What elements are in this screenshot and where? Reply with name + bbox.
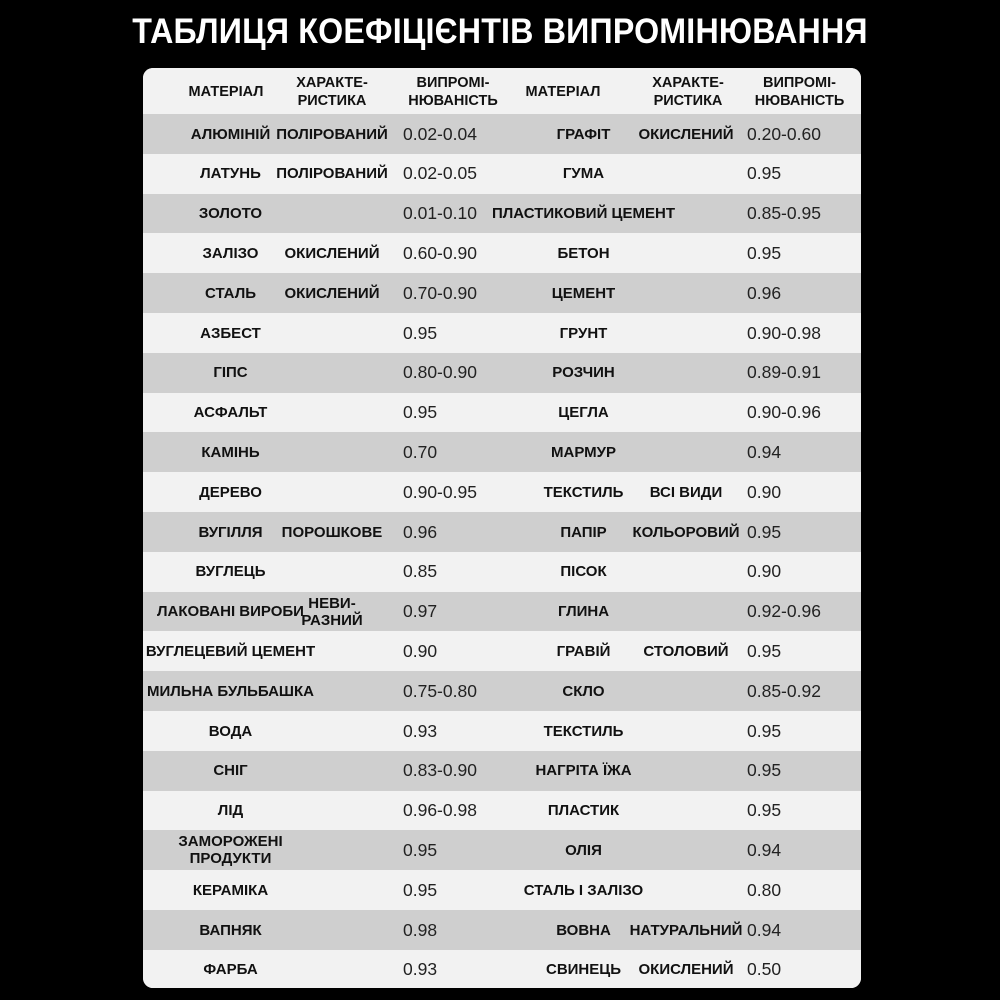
emissivity-cell-left: 0.70 <box>403 441 438 462</box>
material-cell-right: ПІСОК <box>560 563 607 581</box>
emissivity-cell-right: 0.50 <box>747 959 782 980</box>
material-cell-right: ГРУНТ <box>559 324 608 342</box>
emissivity-cell-left: 0.98 <box>403 919 438 940</box>
material-cell-left: ФАРБА <box>203 961 258 979</box>
characteristic-cell-right <box>621 711 751 751</box>
characteristic-cell-right <box>621 791 751 831</box>
material-cell-right: ЦЕГЛА <box>558 404 609 422</box>
characteristic-cell-right: НАТУРАЛЬНИЙ <box>629 921 743 939</box>
material-cell-left: СТАЛЬ <box>205 284 256 302</box>
characteristic-cell-left <box>277 830 387 870</box>
material-cell-left: ЛІД <box>217 802 244 820</box>
characteristic-cell-left: ОКИСЛЕНИЙ <box>284 244 380 262</box>
material-cell-right: ПАПІР <box>560 523 607 541</box>
table-row <box>143 950 861 988</box>
characteristic-cell-left <box>277 432 387 472</box>
characteristic-cell-right <box>621 671 751 711</box>
material-cell-left: ЗАМОРОЖЕНІ ПРОДУКТИ <box>178 833 283 868</box>
characteristic-cell-left <box>277 751 387 791</box>
material-cell-right: ПЛАСТИК <box>547 802 620 820</box>
table-row <box>143 592 861 632</box>
characteristic-cell-right <box>621 592 751 632</box>
material-cell-left: ЛАТУНЬ <box>200 165 261 183</box>
table-row <box>143 512 861 552</box>
header-characteristic-right: ХАРАКТЕ- РИСТИКА <box>652 75 724 109</box>
emissivity-cell-right: 0.95 <box>747 521 782 542</box>
material-cell-left: АЗБЕСТ <box>200 324 261 342</box>
material-cell-left: ЗАЛІЗО <box>202 244 259 262</box>
emissivity-cell-left: 0.60-0.90 <box>403 242 477 263</box>
table-row <box>143 313 861 353</box>
emissivity-cell-right: 0.89-0.91 <box>747 362 821 383</box>
material-cell-left: МИЛЬНА БУЛЬБАШКА <box>147 682 314 700</box>
characteristic-cell-left <box>277 353 387 393</box>
emissivity-cell-right: 0.92-0.96 <box>747 601 821 622</box>
emissivity-cell-right: 0.85-0.95 <box>747 203 821 224</box>
characteristic-cell-left <box>277 393 387 433</box>
header-emissivity-left: ВИПРОМІ- НЮВАНІСТЬ <box>408 75 498 109</box>
material-cell-left: КЕРАМІКА <box>192 881 269 899</box>
characteristic-cell-right <box>621 751 751 791</box>
characteristic-cell-right <box>621 552 751 592</box>
material-cell-right: ТЕКСТИЛЬ <box>543 722 624 740</box>
header-material-right: МАТЕРІАЛ <box>525 84 601 100</box>
emissivity-cell-left: 0.95 <box>403 879 438 900</box>
material-cell-right: ЦЕМЕНТ <box>551 284 616 302</box>
characteristic-cell-right <box>621 194 751 234</box>
material-cell-right: НАГРІТА ЇЖА <box>535 762 632 780</box>
emissivity-cell-right: 0.85-0.92 <box>747 680 821 701</box>
table-row <box>143 870 861 910</box>
material-cell-right: ТЕКСТИЛЬ <box>543 483 624 501</box>
characteristic-cell-left <box>277 313 387 353</box>
material-cell-right: ГУМА <box>562 165 605 183</box>
characteristic-cell-right <box>621 313 751 353</box>
emissivity-cell-right: 0.95 <box>747 163 782 184</box>
characteristic-cell-left <box>277 194 387 234</box>
material-cell-left: ВУГІЛЛЯ <box>198 523 263 541</box>
emissivity-cell-right: 0.90 <box>747 561 782 582</box>
emissivity-cell-left: 0.95 <box>403 839 438 860</box>
table-row <box>143 552 861 592</box>
characteristic-cell-left: ПОРОШКОВЕ <box>281 523 383 541</box>
emissivity-cell-right: 0.95 <box>747 760 782 781</box>
emissivity-cell-right: 0.96 <box>747 282 782 303</box>
material-cell-left: ДЕРЕВО <box>199 483 262 501</box>
table-row <box>143 830 861 870</box>
emissivity-cell-left: 0.85 <box>403 561 438 582</box>
table-header <box>143 68 861 114</box>
characteristic-cell-right <box>621 233 751 273</box>
characteristic-cell-right: ОКИСЛЕНИЙ <box>638 961 734 979</box>
emissivity-cell-left: 0.90-0.95 <box>403 481 477 502</box>
characteristic-cell-left: НЕВИ- РАЗНИЙ <box>301 594 363 629</box>
characteristic-cell-right <box>621 830 751 870</box>
material-cell-right: СВИНЕЦЬ <box>545 961 622 979</box>
material-cell-right: СТАЛЬ І ЗАЛІЗО <box>523 881 644 899</box>
table-row <box>143 631 861 671</box>
emissivity-cell-left: 0.80-0.90 <box>403 362 477 383</box>
characteristic-cell-right: ВСІ ВИДИ <box>649 483 723 501</box>
material-cell-left: КАМІНЬ <box>201 443 260 461</box>
emissivity-cell-left: 0.90 <box>403 640 438 661</box>
table-row <box>143 114 861 154</box>
page-title: ТАБЛИЦЯ КОЕФІЦІЄНТІВ ВИПРОМІНЮВАННЯ <box>132 12 868 51</box>
material-cell-right: БЕТОН <box>557 244 610 262</box>
material-cell-left: АЛЮМІНІЙ <box>190 125 271 143</box>
material-cell-right: ВОВНА <box>556 921 611 939</box>
emissivity-cell-right: 0.94 <box>747 839 782 860</box>
material-cell-left: ЗОЛОТО <box>198 205 263 223</box>
emissivity-cell-left: 0.01-0.10 <box>403 203 477 224</box>
characteristic-cell-right <box>621 154 751 194</box>
characteristic-cell-right <box>621 432 751 472</box>
characteristic-cell-left <box>277 950 387 988</box>
characteristic-cell-right: ОКИСЛЕНИЙ <box>638 125 734 143</box>
material-cell-right: ПЛАСТИКОВИЙ ЦЕМЕНТ <box>491 205 675 223</box>
material-cell-right: РОЗЧИН <box>552 364 615 382</box>
characteristic-cell-left <box>277 870 387 910</box>
material-cell-right: МАРМУР <box>551 443 616 461</box>
material-cell-left: ВАПНЯК <box>199 921 262 939</box>
characteristic-cell-left <box>277 631 387 671</box>
emissivity-cell-right: 0.80 <box>747 879 782 900</box>
emissivity-cell-left: 0.96 <box>403 521 438 542</box>
characteristic-cell-left <box>277 910 387 950</box>
emissivity-cell-left: 0.95 <box>403 402 438 423</box>
table-row <box>143 711 861 751</box>
emissivity-cell-right: 0.90-0.98 <box>747 322 821 343</box>
table-row <box>143 154 861 194</box>
table-row <box>143 432 861 472</box>
header-characteristic-left: ХАРАКТЕ- РИСТИКА <box>296 75 368 109</box>
emissivity-cell-left: 0.97 <box>403 601 438 622</box>
characteristic-cell-left <box>277 671 387 711</box>
emissivity-cell-left: 0.93 <box>403 720 438 741</box>
emissivity-cell-left: 0.83-0.90 <box>403 760 477 781</box>
characteristic-cell-right <box>621 870 751 910</box>
material-cell-right: ОЛІЯ <box>565 841 602 859</box>
table-row <box>143 791 861 831</box>
emissivity-cell-left: 0.75-0.80 <box>403 680 477 701</box>
emissivity-cell-right: 0.95 <box>747 640 782 661</box>
characteristic-cell-left: ПОЛІРОВАНИЙ <box>276 165 388 183</box>
emissivity-cell-right: 0.94 <box>747 919 782 940</box>
table-row <box>143 233 861 273</box>
emissivity-cell-left: 0.70-0.90 <box>403 282 477 303</box>
characteristic-cell-left: ПОЛІРОВАНИЙ <box>276 125 388 143</box>
material-cell-right: ГРАФІТ <box>556 125 611 143</box>
table-row <box>143 910 861 950</box>
emissivity-cell-right: 0.90-0.96 <box>747 402 821 423</box>
characteristic-cell-left <box>277 711 387 751</box>
table-row <box>143 194 861 234</box>
emissivity-cell-right: 0.95 <box>747 800 782 821</box>
header-emissivity-right: ВИПРОМІ- НЮВАНІСТЬ <box>754 75 845 109</box>
table-row <box>143 353 861 393</box>
characteristic-cell-left <box>277 472 387 512</box>
material-cell-left: СНІГ <box>213 762 248 780</box>
table-row <box>143 751 861 791</box>
emissivity-table <box>143 68 861 988</box>
material-cell-left: ВУГЛЕЦЕВИЙ ЦЕМЕНТ <box>145 642 316 660</box>
characteristic-cell-right <box>621 273 751 313</box>
material-cell-left: АСФАЛЬТ <box>193 404 268 422</box>
emissivity-cell-left: 0.93 <box>403 959 438 980</box>
emissivity-cell-right: 0.95 <box>747 242 782 263</box>
characteristic-cell-left <box>277 791 387 831</box>
emissivity-cell-right: 0.94 <box>747 441 782 462</box>
table-row <box>143 273 861 313</box>
material-cell-left: ВУГЛЕЦЬ <box>195 563 266 581</box>
characteristic-cell-right: СТОЛОВИЙ <box>643 642 729 660</box>
header-material-left: МАТЕРІАЛ <box>188 84 264 100</box>
emissivity-cell-right: 0.95 <box>747 720 782 741</box>
material-cell-left: ГІПС <box>213 364 248 382</box>
characteristic-cell-right <box>621 353 751 393</box>
characteristic-cell-right: КОЛЬОРОВИЙ <box>632 523 740 541</box>
emissivity-cell-right: 0.20-0.60 <box>747 123 821 144</box>
material-cell-right: СКЛО <box>562 682 605 700</box>
table-row <box>143 472 861 512</box>
emissivity-cell-left: 0.02-0.04 <box>403 123 477 144</box>
characteristic-cell-left <box>277 552 387 592</box>
material-cell-right: ГЛИНА <box>557 603 610 621</box>
table-row <box>143 671 861 711</box>
emissivity-cell-left: 0.02-0.05 <box>403 163 477 184</box>
material-cell-right: ГРАВІЙ <box>556 642 611 660</box>
table-row <box>143 393 861 433</box>
emissivity-cell-right: 0.90 <box>747 481 782 502</box>
emissivity-cell-left: 0.96-0.98 <box>403 800 477 821</box>
material-cell-left: ЛАКОВАНІ ВИРОБИ <box>157 603 304 621</box>
material-cell-left: ВОДА <box>208 722 253 740</box>
characteristic-cell-right <box>621 393 751 433</box>
characteristic-cell-left: ОКИСЛЕНИЙ <box>284 284 380 302</box>
emissivity-cell-left: 0.95 <box>403 322 438 343</box>
